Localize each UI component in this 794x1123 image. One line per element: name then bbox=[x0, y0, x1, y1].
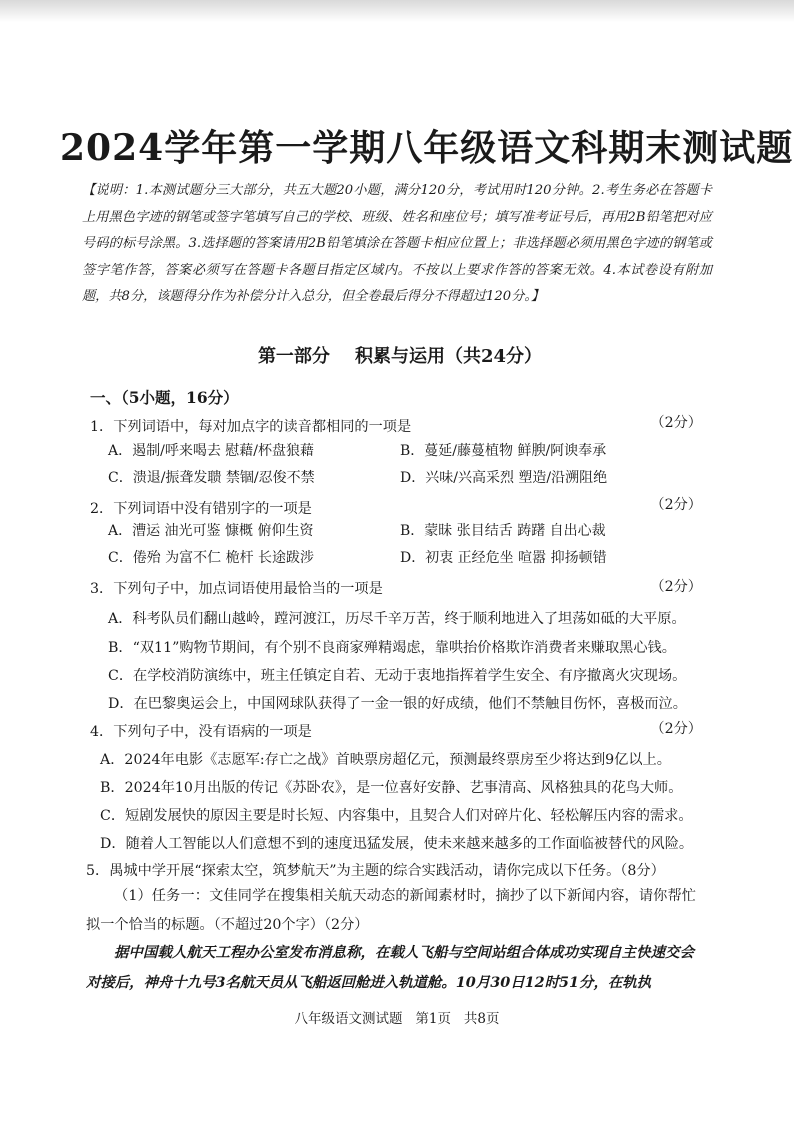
q1-option-a: A．遏制/呼来喝去 慰藉/杯盘狼藉 bbox=[108, 443, 314, 459]
q3-option-a: A．科考队员们翻山越岭，蹚河渡江，历尽千辛万苦，终于顺利地进入了坦荡如砥的大平原。 bbox=[108, 611, 686, 627]
q4-stem: 4．下列句子中，没有语病的一项是 bbox=[90, 724, 312, 740]
scan-shadow bbox=[0, 0, 794, 22]
q4-option-d: D．随着人工智能以人们意想不到的速度迅猛发展，使未来越来越多的工作面临被替代的风险。 bbox=[100, 836, 694, 852]
q4-option-a: A．2024年电影《志愿军:存亡之战》首映票房超亿元，预测最终票房至少将达到9亿以上。 bbox=[100, 752, 671, 768]
q4-score: （2分） bbox=[650, 721, 702, 737]
q4-option-b: B．2024年10月出版的传记《苏卧农》，是一位喜好安静、艺事清高、风格独具的花鸟大师。 bbox=[100, 780, 683, 796]
q1-option-c: C．溃退/振聋发聩 禁锢/忍俊不禁 bbox=[108, 470, 315, 486]
q2-option-d: D．初衷 正经危坐 喧嚣 抑扬顿错 bbox=[400, 550, 607, 566]
q5-news-excerpt: 据中国载人航天工程办公室发布消息称，在载人飞船与空间站组合体成功实现自主快速交会对接后，神舟十九号3名航天员从飞船返回舱进入轨道舱。10月30日12时51分，在轨执 bbox=[86, 944, 694, 991]
q1-stem: 1．下列词语中，每对加点字的读音都相同的一项是 bbox=[90, 419, 412, 435]
q1-option-d: D．兴味/兴高采烈 塑造/沿溯阻绝 bbox=[400, 470, 608, 486]
q5-task1: （1）任务一：文佳同学在搜集相关航天动态的新闻素材时，摘抄了以下新闻内容，请你帮忙拟一个恰当的标题。（不超过20个字）（2分） bbox=[86, 888, 696, 933]
q2-option-c: C．倦殆 为富不仁 桅杆 长途跋涉 bbox=[108, 550, 315, 566]
q2-options bbox=[108, 518, 688, 572]
q2-option-b: B．蒙昧 张目结舌 踌躇 自出心裁 bbox=[400, 523, 606, 539]
exam-title: 2024学年第一学期八年级语文科期末测试题 bbox=[60, 127, 794, 169]
section-heading: 一、（5小题，16分） bbox=[90, 388, 239, 407]
page-footer: 八年级语文测试题 第1页 共8页 bbox=[294, 1011, 500, 1027]
q1-options bbox=[108, 438, 688, 492]
q4-option-c: C．短剧发展快的原因主要是时长短、内容集中，且契合人们对碎片化、轻松解压内容的需求。 bbox=[100, 808, 693, 824]
q3-stem: 3．下列句子中，加点词语使用最恰当的一项是 bbox=[90, 581, 383, 597]
exam-instructions: 【说明：1.本测试题分三大部分，共五大题20小题，满分120分，考试用时120分钟。2.考生务必在答题卡上用黑色字迹的钢笔或签字笔填写自己的学校、班级、姓名和座位号；填写准考证号后，再用2B铅笔把对应号码的标号涂黑。3.选择题的答案请用2B铅笔填涂在答题卡相应位置上；非选择题必须用黑色字迹的钢笔或签字笔作答，答案必须写在答题卡各题目指定区域内。不按以上要求作答的答案无效。4.本试卷设有附加题，共8分，该题得分作为补偿分计入总分，但全卷最后得分不得超过120分。】 bbox=[82, 183, 712, 304]
q3-option-c: C．在学校消防演练中，班主任镇定自若、无动于衷地指挥着学生安全、有序撤离火灾现场。 bbox=[108, 668, 687, 684]
part-heading: 第一部分 积累与运用（共24分） bbox=[257, 346, 543, 367]
q5-stem: 5．禺城中学开展“探索太空，筑梦航天”为主题的综合实践活动，请你完成以下任务。（8分） bbox=[86, 863, 665, 879]
q2-option-a: A．漕运 油光可鉴 慷概 俯仰生资 bbox=[108, 523, 314, 539]
q2-stem: 2．下列词语中没有错别字的一项是 bbox=[90, 501, 312, 517]
q1-score: （2分） bbox=[650, 415, 702, 431]
q1-option-b: B．蔓延/藤蔓植物 鲜腴/阿谀奉承 bbox=[400, 443, 607, 459]
q3-option-b: B．“双11”购物节期间，有个别不良商家殚精竭虑，靠哄抬价格欺诈消费者来赚取黑心钱。 bbox=[108, 640, 676, 656]
q3-score: （2分） bbox=[650, 579, 702, 595]
q3-option-d: D．在巴黎奥运会上，中国网球队获得了一金一银的好成绩，他们不禁触目伤怀，喜极而泣。 bbox=[108, 696, 687, 712]
q2-score: （2分） bbox=[650, 497, 702, 513]
